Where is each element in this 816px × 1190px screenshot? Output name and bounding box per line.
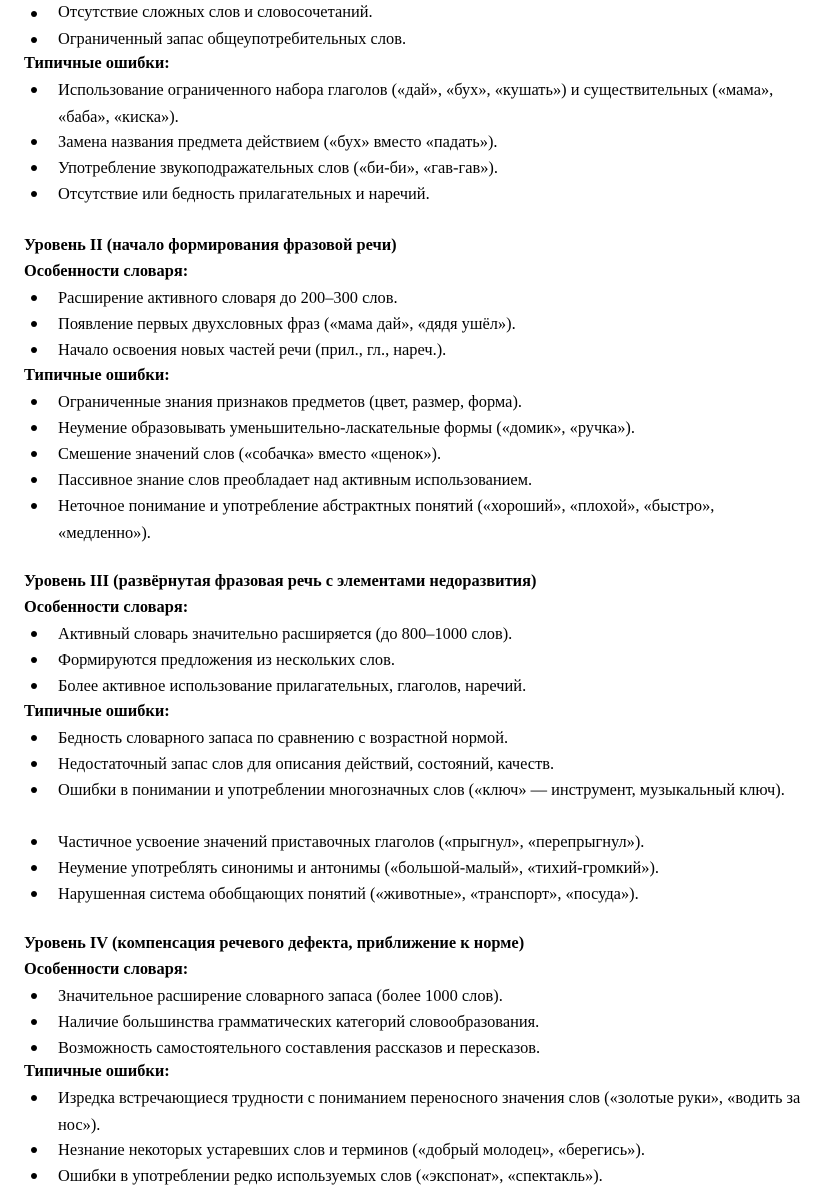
list-item-text: Расширение активного словаря до 200–300 слов. [58,288,398,307]
list-item-text: Возможность самостоятельного составления рассказов и пересказов. [58,1038,541,1057]
list-item-text: Отсутствие сложных слов и словосочетаний. [58,2,373,21]
list-item-text: Неумение образовывать уменьшительно-ласкательные формы («домик», «ручка»). [58,418,635,437]
list-item-text: Изредка встречающиеся трудности с пониманием переносного значения слов («золотые руки», «водить за нос»). [58,1088,801,1134]
list-item-text: Неточное понимание и употребление абстрактных понятий («хороший», «плохой», «быстро», «медленно»). [58,496,715,542]
list-item-text: Использование ограниченного набора глаголов («дай», «бух», «кушать») и существительных («мама», «баба», «киска»). [58,80,774,126]
list-item-text: Отсутствие или бедность прилагательных и наречий. [58,184,430,203]
list-item-text: Значительное расширение словарного запаса (более 1000 слов). [58,986,503,1005]
bullet-icon [31,735,37,741]
list-item-text: Начало освоения новых частей речи (прил., гл., нареч.). [58,340,447,359]
bullet-icon [31,891,37,897]
list-item-text: Нарушенная система обобщающих понятий («животные», «транспорт», «посуда»). [58,884,639,903]
features-heading: Особенности словаря: [24,261,189,280]
bullet-icon [31,477,37,483]
bullet-icon [31,425,37,431]
bullet-icon [31,631,37,637]
errors-heading: Типичные ошибки: [24,365,170,384]
bullet-icon [31,139,37,145]
list-item-text: Смешение значений слов («собачка» вместо «щенок»). [58,444,442,463]
list-item-text: Замена названия предмета действием («бух» вместо «падать»). [58,132,498,151]
bullet-icon [31,191,37,197]
bullet-icon [31,865,37,871]
bullet-icon [31,1147,37,1153]
list-item-text: Употребление звукоподражательных слов («би-би», «гав-гав»). [58,158,498,177]
list-item-text: Ошибки в понимании и употреблении многозначных слов («ключ» — инструмент, музыкальный ключ). [58,780,785,799]
bullet-icon [31,399,37,405]
level-title: Уровень II (начало формирования фразовой речи) [24,235,397,254]
list-item-text: Ограниченный запас общеупотребительных слов. [58,29,407,48]
bullet-icon [31,295,37,301]
errors-heading: Типичные ошибки: [24,701,170,720]
list-item-text: Более активное использование прилагательных, глаголов, наречий. [58,676,527,695]
errors-heading: Типичные ошибки: [24,1061,170,1080]
list-item-text: Пассивное знание слов преобладает над активным использованием. [58,470,533,489]
level-title: Уровень IV (компенсация речевого дефекта, приближение к норме) [24,933,525,952]
bullet-icon [31,839,37,845]
errors-heading: Типичные ошибки: [24,53,170,72]
list-item-text: Бедность словарного запаса по сравнению с возрастной нормой. [58,728,509,747]
list-item-text: Частичное усвоение значений приставочных глаголов («прыгнул», «перепрыгнул»). [58,832,645,851]
bullet-icon [31,347,37,353]
bullet-icon [31,165,37,171]
features-heading: Особенности словаря: [24,597,189,616]
bullet-icon [31,1019,37,1025]
list-item-text: Формируются предложения из нескольких слов. [58,650,395,669]
bullet-icon [31,1173,37,1179]
features-heading: Особенности словаря: [24,959,189,978]
bullet-icon [31,683,37,689]
list-item-text: Ошибки в употреблении редко используемых слов («экспонат», «спектакль»). [58,1166,603,1185]
bullet-icon [31,503,37,509]
bullet-icon [31,37,37,43]
level-title: Уровень III (развёрнутая фразовая речь с элементами недоразвития) [24,571,537,590]
bullet-icon [31,761,37,767]
bullet-icon [31,787,37,793]
list-item-text: Наличие большинства грамматических категорий словообразования. [58,1012,540,1031]
bullet-icon [31,451,37,457]
list-item-text: Ограниченные знания признаков предметов (цвет, размер, форма). [58,392,523,411]
list-item-text: Неумение употреблять синонимы и антонимы («большой-малый», «тихий-громкий»). [58,858,659,877]
list-item-text: Активный словарь значительно расширяется (до 800–1000 слов). [58,624,513,643]
bullet-icon [31,87,37,93]
bullet-icon [31,1045,37,1051]
bullet-icon [31,993,37,999]
bullet-icon [31,11,37,17]
list-item-text: Недостаточный запас слов для описания действий, состояний, качеств. [58,754,555,773]
bullet-icon [31,321,37,327]
list-item-text: Появление первых двухсловных фраз («мама дай», «дядя ушёл»). [58,314,516,333]
list-item-text: Незнание некоторых устаревших слов и терминов («добрый молодец», «берегись»). [58,1140,645,1159]
bullet-icon [31,1095,37,1101]
bullet-icon [31,657,37,663]
